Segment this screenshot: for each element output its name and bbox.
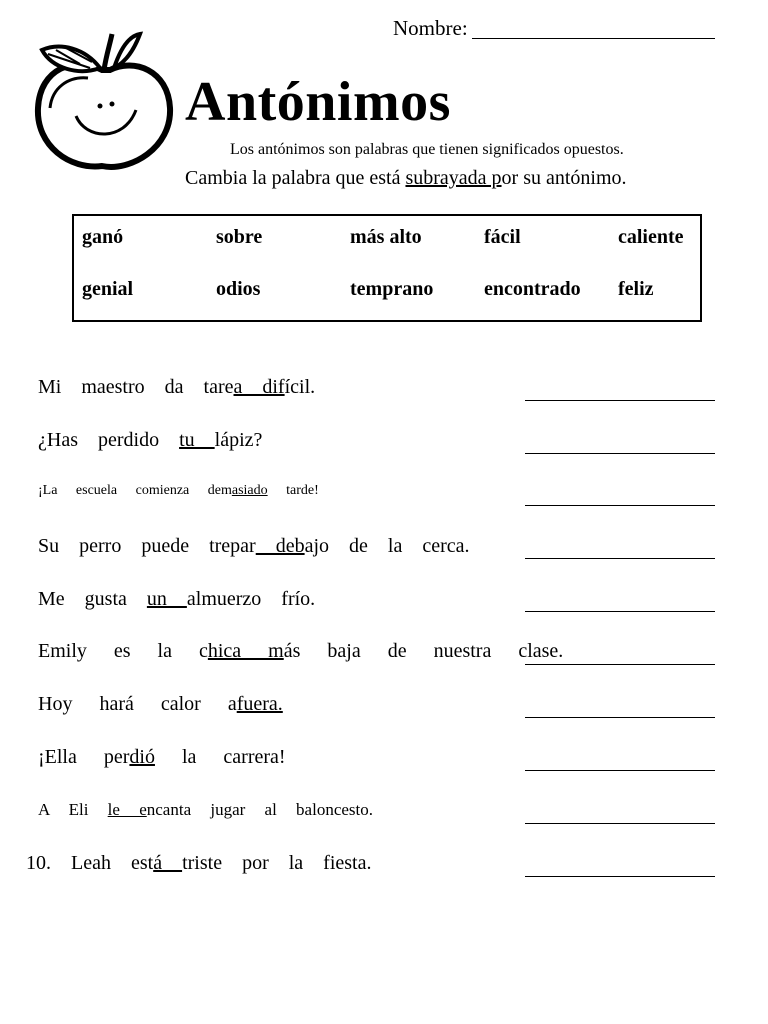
underlined-word: deb (255, 535, 305, 557)
answer-line-5[interactable] (525, 610, 715, 612)
question-text: Hoy hará calor a (38, 693, 237, 715)
word-bank-word: genial (82, 278, 134, 300)
underlined-word: un (146, 588, 187, 610)
question-text: ¡La escuela comienza dem (38, 483, 232, 498)
word-bank-word: feliz (618, 278, 654, 300)
question-8 (38, 746, 286, 769)
question-5 (38, 588, 315, 611)
underlined-word: fuera. (236, 693, 283, 715)
question-text: A Eli (38, 800, 108, 819)
question-text: 10. Leah est (26, 852, 154, 874)
question-4 (38, 535, 470, 558)
answer-line-9[interactable] (525, 822, 715, 824)
answer-line-6[interactable] (525, 663, 715, 665)
question-9 (38, 800, 373, 820)
question-text: lápiz? (214, 429, 263, 451)
instruction-text (185, 167, 627, 190)
underlined-word: a dif (233, 376, 285, 398)
question-6 (38, 640, 563, 663)
word-bank-word: ganó (82, 226, 124, 248)
word-bank-row-2 (82, 278, 702, 304)
word-bank-word: sobre (216, 226, 263, 248)
word-bank-word: temprano (350, 278, 434, 300)
word-bank-word: más alto (350, 226, 422, 248)
page-title: Antónimos (185, 71, 451, 133)
question-text: ¿Has perdido (38, 429, 180, 451)
answer-line-8[interactable] (525, 769, 715, 771)
question-text: la carrera! (154, 746, 286, 768)
question-2 (38, 429, 262, 452)
question-text: ás baja de nuestra clase. (283, 640, 564, 662)
underlined-word: asiado (231, 483, 268, 498)
underlined-word: dió (129, 746, 155, 768)
word-bank-row-1 (82, 226, 702, 252)
apple-icon (30, 28, 180, 178)
word-bank-word: caliente (618, 226, 684, 248)
question-text: almuerzo frío. (186, 588, 316, 610)
word-bank (72, 214, 702, 322)
question-text: ¡Ella per (38, 746, 130, 768)
page-subtitle: Los antónimos son palabras que tienen significados opuestos. (230, 141, 624, 158)
answer-line-3[interactable] (525, 504, 715, 506)
underlined-word: le e (107, 800, 147, 819)
question-text: tarde! (267, 483, 319, 498)
question-7 (38, 693, 283, 716)
name-label: Nombre: (393, 16, 468, 40)
question-1 (38, 376, 315, 399)
question-text: Mi maestro da tare (38, 376, 234, 398)
word-bank-word: odios (216, 278, 261, 300)
question-text: ncanta jugar al baloncesto. (146, 800, 374, 819)
instruction-underlined: subrayada p (405, 167, 502, 189)
answer-line-2[interactable] (525, 452, 715, 454)
question-text: Me gusta (38, 588, 147, 610)
underlined-word: hica m (207, 640, 284, 662)
question-text: ajo de la cerca. (304, 535, 470, 557)
answer-line-7[interactable] (525, 716, 715, 718)
underlined-word: á (153, 852, 183, 874)
underlined-word: tu (179, 429, 215, 451)
question-3 (38, 483, 319, 499)
instruction-post: or su antónimo. (501, 167, 627, 189)
question-text: Su perro puede trepar (38, 535, 256, 557)
question-10 (26, 852, 371, 875)
name-blank-line[interactable] (472, 18, 715, 39)
name-field (393, 16, 715, 41)
instruction-pre: Cambia la palabra que está (185, 167, 406, 189)
answer-line-10[interactable] (525, 875, 715, 877)
question-text: Emily es la c (38, 640, 208, 662)
answer-line-1[interactable] (525, 399, 715, 401)
word-bank-word: fácil (484, 226, 521, 248)
answer-line-4[interactable] (525, 557, 715, 559)
question-text: triste por la fiesta. (182, 852, 372, 874)
question-text: ícil. (284, 376, 316, 398)
word-bank-word: encontrado (484, 278, 581, 300)
